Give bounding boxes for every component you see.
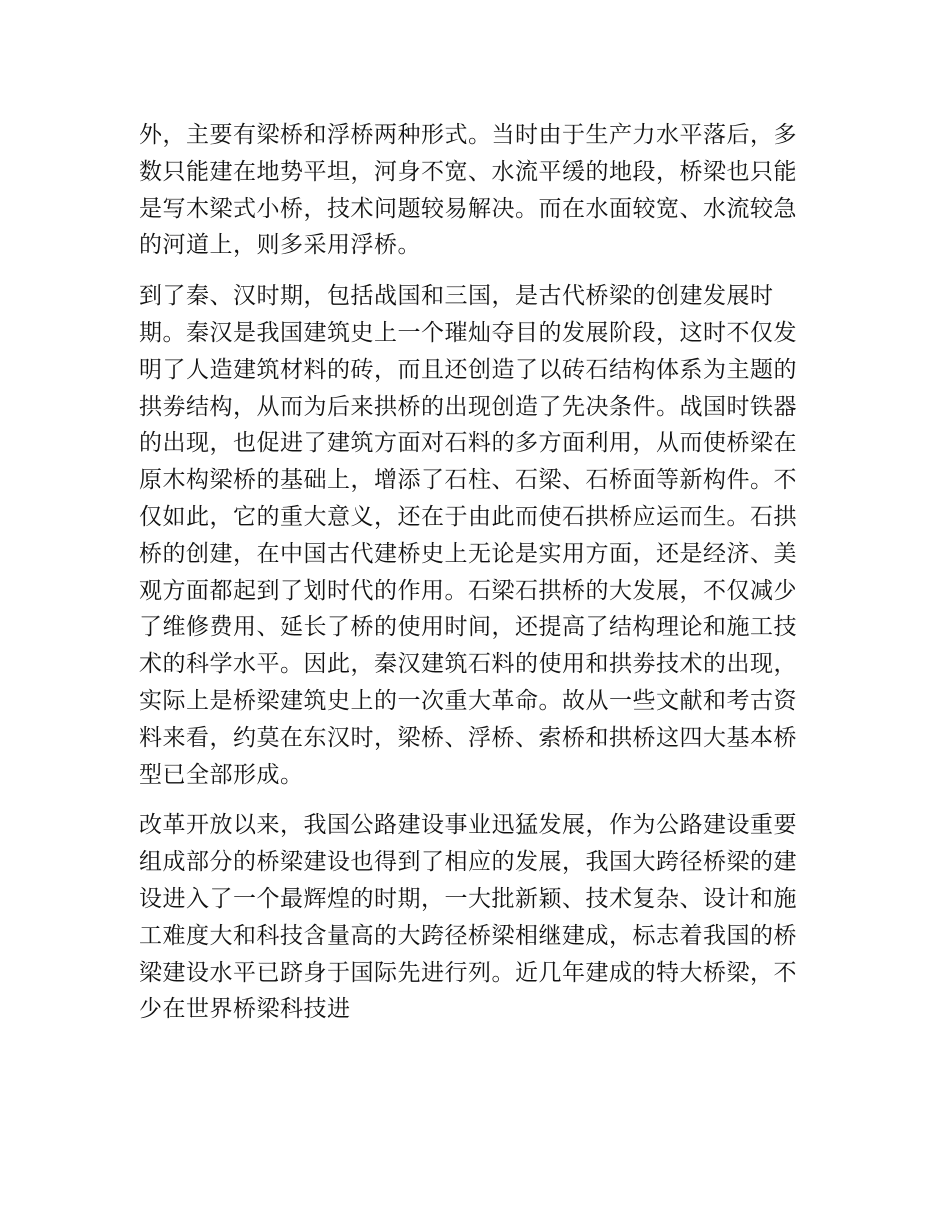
paragraph-1: 外，主要有梁桥和浮桥两种形式。当时由于生产力水平落后，多数只能建在地势平坦，河身不宽、水流平缓的地段，桥梁也只能是写木梁式小桥，技术问题较易解决。而在水面较宽、水流较急的河道上，则多采用浮桥。 bbox=[139, 122, 797, 259]
document-body bbox=[139, 117, 819, 1042]
paragraph-3: 改革开放以来，我国公路建设事业迅猛发展，作为公路建设重要组成部分的桥梁建设也得到了相应的发展，我国大跨径桥梁的建设进入了一个最辉煌的时期，一大批新颖、技术复杂、设计和施工难度大和科技含量高的大跨径桥梁相继建成，标志着我国的桥梁建设水平已跻身于国际先进行列。近几年建成的特大桥梁，不少在世界桥梁科技进 bbox=[139, 812, 797, 1023]
paragraph-2: 到了秦、汉时期，包括战国和三国，是古代桥梁的创建发展时期。秦汉是我国建筑史上一个璀灿夺目的发展阶段，这时不仅发明了人造建筑材料的砖，而且还创造了以砖石结构体系为主题的拱劵结构，从而为后来拱桥的出现创造了先决条件。战国时铁器的出现，也促进了建筑方面对石料的多方面利用，从而使桥梁在原木构梁桥的基础上，增添了石柱、石梁、石桥面等新构件。不仅如此，它的重大意义，还在于由此而使石拱桥应运而生。石拱桥的创建，在中国古代建桥史上无论是实用方面，还是经济、美观方面都起到了划时代的作用。石梁石拱桥的大发展，不仅减少了维修费用、延长了桥的使用时间，还提高了结构理论和施工技术的科学水平。因此，秦汉建筑石料的使用和拱劵技术的出现，实际上是桥梁建筑史上的一次重大革命。故从一些文献和考古资料来看，约莫在东汉时，梁桥、浮桥、索桥和拱桥这四大基本桥型已全部形成。 bbox=[139, 283, 797, 788]
